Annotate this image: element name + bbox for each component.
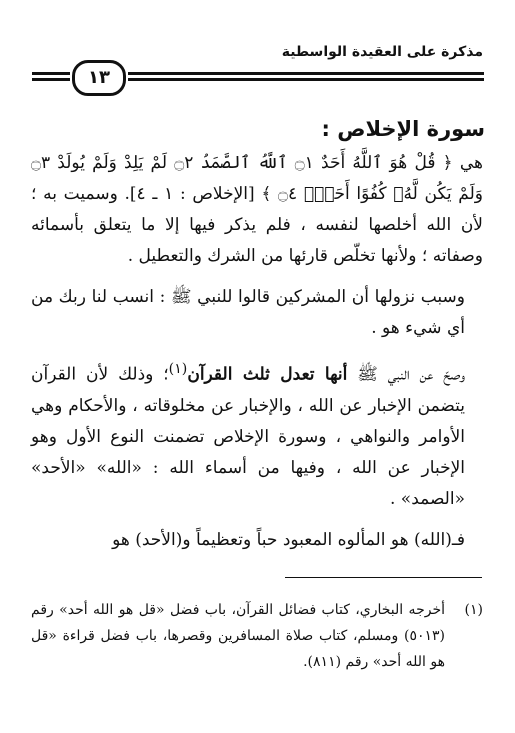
paragraph-start: وصحّ عن النبي ﷺ — [347, 364, 465, 385]
verse-reference: [الإخلاص : ١ ـ ٤]. — [124, 184, 262, 204]
footnotes — [31, 597, 483, 675]
footnote-marker: (١) — [464, 602, 483, 618]
paragraph-start: هي — [452, 153, 483, 173]
paragraph-text: ؛ وذلك لأن القرآن يتضمن الإخبار عن الله ، والإخبار عن مخلوقاته ، والأحكام وهي الأوامر والنواهي ، وسورة الإخلاص تضمنت النوع الأول وهو الإخبار عن الله ، وفيها من أسماء الله : «الله» «الأحد» «الصمد» . — [31, 364, 465, 509]
paragraph-revelation-cause: وسبب نزولها أن المشركين قالوا للنبي ﷺ : انسب لنا ربك من أي شيء هو . — [31, 287, 465, 338]
paragraph-text: وسميت به ؛ لأن الله أخلصها لنفسه ، فلم يذكر فيها إلا ما يتعلق بأسمائه وصفاته ؛ ولأنها تخلّص قارئها من الشرك والتعطيل . — [31, 184, 483, 266]
header-rule-line — [32, 78, 70, 81]
header-rule-line — [128, 72, 484, 75]
quran-verse: ﴿ قُلْ هُوَ ٱللَّهُ أَحَدٌ ۝١ ٱللَّهُ ٱلصَّمَدُ ۝٢ لَمْ يَلِدْ وَلَمْ يُولَدْ ۝٣ وَلَمْ يَكُن لَّهُۥ كُفُوًا أَحَدٌۢ ۝٤ ﴾ — [31, 153, 483, 204]
bold-phrase: أنها تعدل ثلث القرآن — [187, 364, 348, 385]
footnote-reference[interactable]: (١) — [168, 361, 188, 377]
footnote-separator — [285, 577, 482, 578]
footnote-text: أخرجه البخاري، كتاب فضائل القرآن، باب فضل «قل هو الله أحد» رقم (٥٠١٣) ومسلم، كتاب صلاة المسافرين وقصرها، باب فضل قراءة «قل هو الله أحد» رقم (٨١١). — [31, 602, 445, 670]
running-title: مذكرة على العقيدة الواسطية — [281, 44, 483, 60]
paragraph-surah-intro — [31, 148, 483, 272]
paragraph-virtue — [31, 354, 483, 515]
body-text — [31, 148, 483, 566]
footnote-item — [31, 597, 483, 675]
page-number: ١٣ — [72, 60, 126, 96]
header-rule-line — [128, 78, 484, 81]
paragraph-names: فـ(الله) هو المألوه المعبود حباً وتعظيماً و(الأحد) هو — [112, 529, 465, 550]
header-rule-line — [32, 72, 70, 75]
section-heading: سورة الإخلاص : — [321, 117, 485, 141]
